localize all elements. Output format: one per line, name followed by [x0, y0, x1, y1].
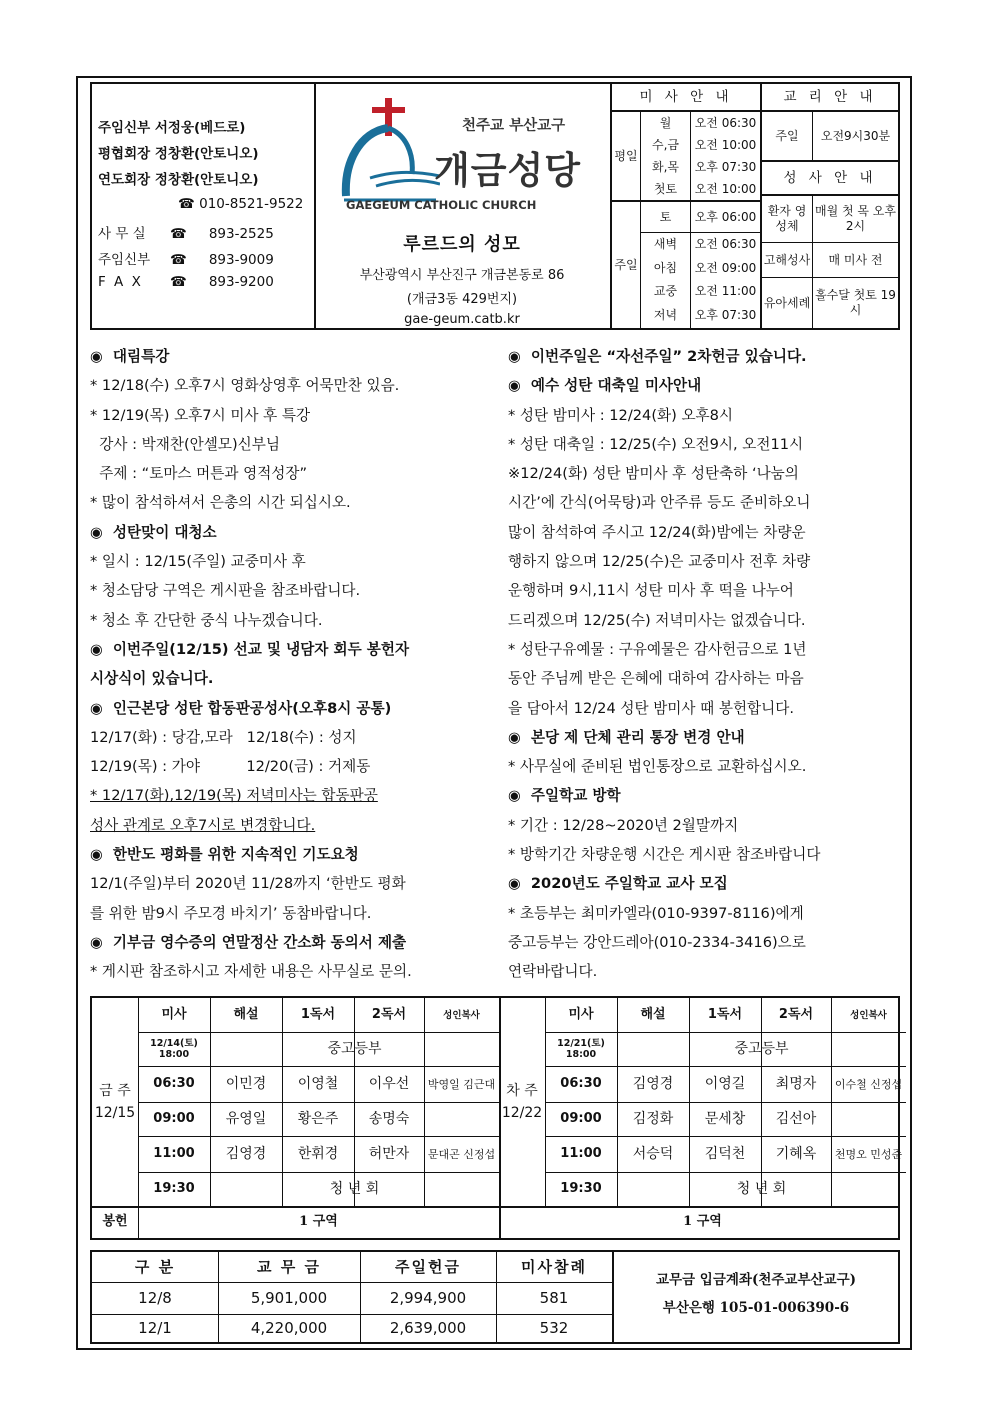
notice-right-column	[508, 342, 908, 987]
notice-left-column	[90, 342, 494, 987]
baptism-value: 홀수달 첫토 19시	[815, 288, 896, 317]
minister-name	[424, 1102, 499, 1136]
notice-line: ◉ 대림특강	[90, 348, 170, 365]
notice-line: * 일시 : 12/15(주일) 교중미사 후	[90, 553, 306, 571]
minister-name: 김영경	[632, 1076, 674, 1092]
notice-line: * 성탄 대축일 : 12/25(수) 오전9시, 오전11시	[508, 435, 804, 453]
communion-value: 매월 첫 목 오후 2시	[815, 204, 896, 233]
communion-label: 환자 영성체	[767, 204, 807, 233]
notice-line: 12/17(화) : 당감,모라 12/18(수) : 성지	[90, 728, 357, 746]
notice-line: ◉ 2020년도 주일학교 교사 모집	[508, 875, 728, 893]
offering-group: 1 구역	[683, 1214, 722, 1229]
catechism-title: 교 리 안 내	[783, 88, 877, 105]
minister-name: 천명오 민성준	[834, 1147, 903, 1161]
catechism-day: 주일	[775, 128, 799, 143]
schedule-header: 1독서	[707, 1007, 743, 1022]
schedule-header: 1독서	[300, 1007, 336, 1022]
notice-line: * 사무실에 준비된 법인통장으로 교환하십시오.	[508, 758, 807, 776]
evening-mass-time: 19:30	[153, 1181, 195, 1196]
notice-line: * 게시판 참조하시고 자세한 내용은 사무실로 문의.	[90, 963, 412, 981]
baptism-label: 유아세례	[763, 295, 811, 310]
weekday-mass-day: 첫토	[653, 181, 678, 196]
fax-label: F A X	[98, 274, 143, 290]
pastor-phone-label: 주임신부	[98, 252, 151, 268]
notice-line: 드리겠으며 12/25(수) 저녁미사는 없겠습니다.	[508, 611, 806, 629]
minister-name: 최명자	[775, 1076, 817, 1092]
totals-cell: 2,639,000	[389, 1319, 467, 1337]
saturday-time: 오후 06:00	[694, 209, 757, 224]
notice-line: * 청소 후 간단한 중식 나누겠습니다.	[90, 611, 323, 629]
bulletin-frame	[76, 76, 912, 1350]
weekday-mass-day: 화,목	[652, 159, 679, 174]
account-title: 교무금 입금계좌(천주교부산교구)	[655, 1272, 857, 1288]
minister-name: 김선아	[775, 1111, 817, 1127]
offering-label: 봉헌	[102, 1214, 128, 1229]
sunday-mass-time: 오전 11:00	[694, 284, 757, 298]
confession-value: 매 미사 전	[828, 252, 883, 267]
sunday-mass-day: 아침	[653, 260, 678, 275]
pastor-name: 주임신부 서정웅(베드로)	[98, 120, 246, 136]
notice-line: 중고등부는 강안드레아(010-2334-3416)으로	[508, 933, 806, 951]
website-link[interactable]: gae-geum.catb.kr	[404, 312, 520, 327]
ministry-schedule-table	[90, 996, 903, 1240]
minister-name: 기혜옥	[775, 1146, 817, 1162]
minister-name: 이우선	[368, 1076, 410, 1092]
address-line-2: (개금3동 429번지)	[406, 292, 518, 307]
evening-group: 청 년 회	[736, 1181, 787, 1197]
totals-header: 주일헌금	[395, 1258, 461, 1276]
totals-cell: 12/8	[138, 1289, 172, 1307]
week-label: 차 주 12/22	[501, 1083, 543, 1121]
weekday-mass-time: 오전 06:30	[694, 115, 757, 130]
notice-line: 동안 주님께 받은 은혜에 대하여 감사하는 마음	[508, 670, 804, 688]
notice-line: 성사 관계로 오후7시로 변경합니다.	[90, 816, 316, 834]
sunday-mass-day: 저녁	[653, 307, 678, 322]
minister-name: 서승덕	[632, 1146, 674, 1162]
schedule-header: 해설	[640, 1007, 666, 1022]
saturday-day: 토	[659, 209, 672, 224]
minister-name: 김영경	[225, 1146, 267, 1162]
mobile-number: ☎ 010-8521-9522	[178, 196, 304, 212]
confession-label: 고해성사	[763, 252, 811, 267]
minister-name: 허만자	[368, 1146, 410, 1162]
catechism-panel	[762, 84, 898, 328]
contact-panel	[92, 84, 316, 328]
church-logo-icon	[330, 92, 440, 212]
phone-icon: ☎	[170, 226, 187, 242]
minister-name: 황은주	[297, 1111, 339, 1127]
totals-cell: 532	[539, 1319, 569, 1337]
sunday-mass-time: 오후 07:30	[694, 307, 757, 322]
notice-line: 12/1(주일)부터 2020년 11/28까지 ‘한반도 평화	[90, 875, 406, 893]
evening-group: 청 년 회	[329, 1181, 380, 1197]
schedule-header: 2독서	[778, 1007, 814, 1022]
evening-mass-time: 19:30	[560, 1181, 602, 1196]
notice-line: ◉ 한반도 평화를 위한 지속적인 기도요청	[90, 846, 359, 864]
schedule-header: 해설	[233, 1007, 259, 1022]
sunday-mass-day: 교중	[653, 284, 678, 298]
mass-time: 06:30	[153, 1076, 195, 1091]
weekday-label: 평일	[614, 148, 638, 163]
mass-time: 09:00	[153, 1111, 195, 1126]
church-logo-panel	[316, 84, 612, 328]
sunday-label: 주일	[614, 257, 638, 272]
totals-header: 구 분	[134, 1258, 176, 1276]
minister-name: 유영일	[225, 1111, 267, 1127]
mass-time: 11:00	[560, 1146, 602, 1161]
diocese-name: 천주교 부산교구	[462, 118, 566, 134]
mass-time: 11:00	[153, 1146, 195, 1161]
phone-icon: ☎	[170, 274, 187, 290]
minister-name: 문대곤 신정섭	[427, 1147, 496, 1161]
saturday-mass-time: 12/21(토) 18:00	[557, 1038, 605, 1060]
pastor-phone	[98, 248, 304, 268]
totals-header: 교 무 금	[257, 1258, 321, 1276]
notice-line: * 성탄구유예물 : 구유예물은 감사헌금으로 1년	[508, 640, 807, 658]
fax-phone	[98, 274, 304, 290]
weekday-mass-day: 수,금	[652, 137, 679, 152]
notice-line: * 12/18(수) 오후7시 영화상영후 어묵만찬 있음.	[90, 377, 400, 395]
weekday-mass-time: 오전 10:00	[694, 181, 757, 196]
weekday-mass-day: 월	[659, 115, 672, 130]
minister-name: 박영일 김근대	[427, 1077, 496, 1091]
notice-line: * 12/17(화),12/19(목) 저녁미사는 합동판공	[90, 787, 378, 805]
office-label: 사 무 실	[98, 226, 146, 242]
notice-line: ◉ 본당 제 단체 관리 통장 변경 안내	[508, 728, 745, 746]
schedule-header: 2독서	[371, 1007, 407, 1022]
council-president: 평협회장 정창환(안토니오)	[98, 146, 259, 162]
sunday-mass-day: 새벽	[653, 237, 678, 251]
notice-line: 를 위한 밤9시 주모경 바치기’ 동참바랍니다.	[90, 904, 372, 922]
weekday-mass-time: 오후 07:30	[694, 159, 757, 174]
header-box	[90, 82, 900, 330]
table-rule	[138, 1206, 139, 1238]
notice-line: 을 담아서 12/24 성탄 밤미사 때 봉헌합니다.	[508, 699, 794, 717]
notice-line: 행하지 않으며 12/25(수)은 교중미사 전후 차량	[508, 553, 811, 571]
notice-line: 주제 : “토마스 머튼과 영적성장”	[90, 465, 308, 483]
schedule-header: 성인복사	[850, 1009, 887, 1021]
notice-line: ◉ 예수 성탄 대축일 미사안내	[508, 377, 702, 395]
minister-name: 김덕천	[704, 1146, 746, 1162]
notice-line: * 12/19(목) 오후7시 미사 후 특강	[90, 406, 311, 424]
notice-line: 12/19(목) : 가야 12/20(금) : 거제동	[90, 758, 371, 776]
mass-title: 미 사 안 내	[639, 88, 733, 105]
offering-totals-table	[90, 1250, 900, 1344]
notice-line: 운행하며 9시,11시 성탄 미사 후 떡을 나누어	[508, 582, 794, 600]
account-number: 부산은행 105-01-006390-6	[662, 1300, 850, 1316]
notice-line: ◉ 기부금 영수증의 연말정산 간소화 동의서 제출	[90, 933, 407, 951]
notice-line: ◉ 이번주일(12/15) 선교 및 냉담자 회두 봉헌자	[90, 640, 410, 658]
minister-name: 이영길	[704, 1076, 746, 1092]
minister-name: 이민경	[225, 1076, 267, 1092]
table-rule	[92, 1206, 898, 1208]
week-label: 금 주 12/15	[94, 1083, 136, 1121]
offering-group: 1 구역	[299, 1214, 338, 1229]
mass-time: 06:30	[560, 1076, 602, 1091]
table-rule	[499, 998, 501, 1238]
totals-cell: 581	[539, 1289, 569, 1307]
sunday-mass-time: 오전 09:00	[694, 260, 757, 275]
notice-line: ◉ 주일학교 방학	[508, 787, 621, 805]
minister-name: 이영철	[297, 1076, 339, 1092]
patron-saint: 루르드의 성모	[403, 234, 521, 255]
saturday-mass-time: 12/14(토) 18:00	[150, 1038, 198, 1060]
notice-line: * 초등부는 최미카엘라(010-9397-8116)에게	[508, 904, 804, 922]
notice-line: * 청소담당 구역은 게시판을 참조바랍니다.	[90, 582, 361, 600]
sacrament-title: 성 사 안 내	[783, 169, 877, 186]
minister-name: 송명숙	[368, 1111, 410, 1127]
saturday-group: 중고등부	[327, 1041, 382, 1057]
notice-line: * 기간 : 12/28~2020년 2월말까지	[508, 816, 739, 834]
saturday-group: 중고등부	[734, 1041, 789, 1057]
notice-line: 시상식이 있습니다.	[90, 670, 214, 688]
notice-line: 많이 참석하여 주시고 12/24(화)밤에는 차량운	[508, 523, 806, 541]
minister-name: 문세창	[704, 1111, 746, 1127]
totals-header: 미사참례	[521, 1258, 587, 1276]
phone-icon: ☎	[170, 252, 187, 268]
totals-cell: 12/1	[138, 1319, 172, 1337]
prayer-president: 연도회장 정창환(안토니오)	[98, 172, 259, 188]
minister-name: 한휘경	[297, 1146, 339, 1162]
notice-section	[90, 336, 900, 986]
weekday-mass-time: 오전 10:00	[694, 137, 757, 152]
notice-line: * 많이 참석하셔서 은총의 시간 되십시오.	[90, 494, 351, 512]
totals-cell: 4,220,000	[250, 1319, 328, 1337]
fax-number: 893-9200	[208, 274, 274, 290]
schedule-header: 미사	[161, 1007, 187, 1022]
office-number: 893-2525	[208, 226, 274, 242]
pastor-number: 893-9009	[208, 252, 274, 268]
office-phone	[98, 222, 304, 242]
church-name: 개금성당	[434, 149, 581, 192]
schedule-header: 미사	[568, 1007, 594, 1022]
church-english-name: GAEGEUM CATHOLIC CHURCH	[346, 198, 537, 212]
notice-line: ※12/24(화) 성탄 밤미사 후 성탄축하 ‘나눔의	[508, 465, 799, 483]
notice-line: 연락바랍니다.	[508, 963, 598, 981]
address-line-1: 부산광역시 부산진구 개금본동로 86	[359, 268, 565, 283]
notice-line: 강사 : 박재찬(안셀모)신부님	[90, 435, 280, 453]
minister-name: 김정화	[632, 1111, 674, 1127]
minister-name	[831, 1102, 906, 1136]
mass-schedule-panel	[612, 84, 762, 328]
totals-cell: 2,994,900	[389, 1289, 467, 1307]
notice-line: ◉ 이번주일은 “자선주일” 2차헌금 있습니다.	[508, 348, 807, 365]
catechism-time: 오전9시30분	[820, 128, 891, 143]
mass-time: 09:00	[560, 1111, 602, 1126]
totals-cell: 5,901,000	[250, 1289, 328, 1307]
notice-line: ◉ 성탄맞이 대청소	[90, 523, 217, 541]
notice-line: 시간’에 간식(어묵탕)과 안주류 등도 준비하오니	[508, 494, 811, 512]
notice-line: ◉ 인근본당 성탄 합동판공성사(오후8시 공통)	[90, 699, 392, 717]
notice-line: * 성탄 밤미사 : 12/24(화) 오후8시	[508, 406, 734, 424]
sunday-mass-time: 오전 06:30	[694, 237, 757, 251]
schedule-header: 성인복사	[443, 1009, 480, 1021]
notice-line: * 방학기간 차량운행 시간은 게시판 참조바랍니다	[508, 846, 821, 864]
minister-name: 이수철 신정섭	[834, 1077, 903, 1091]
